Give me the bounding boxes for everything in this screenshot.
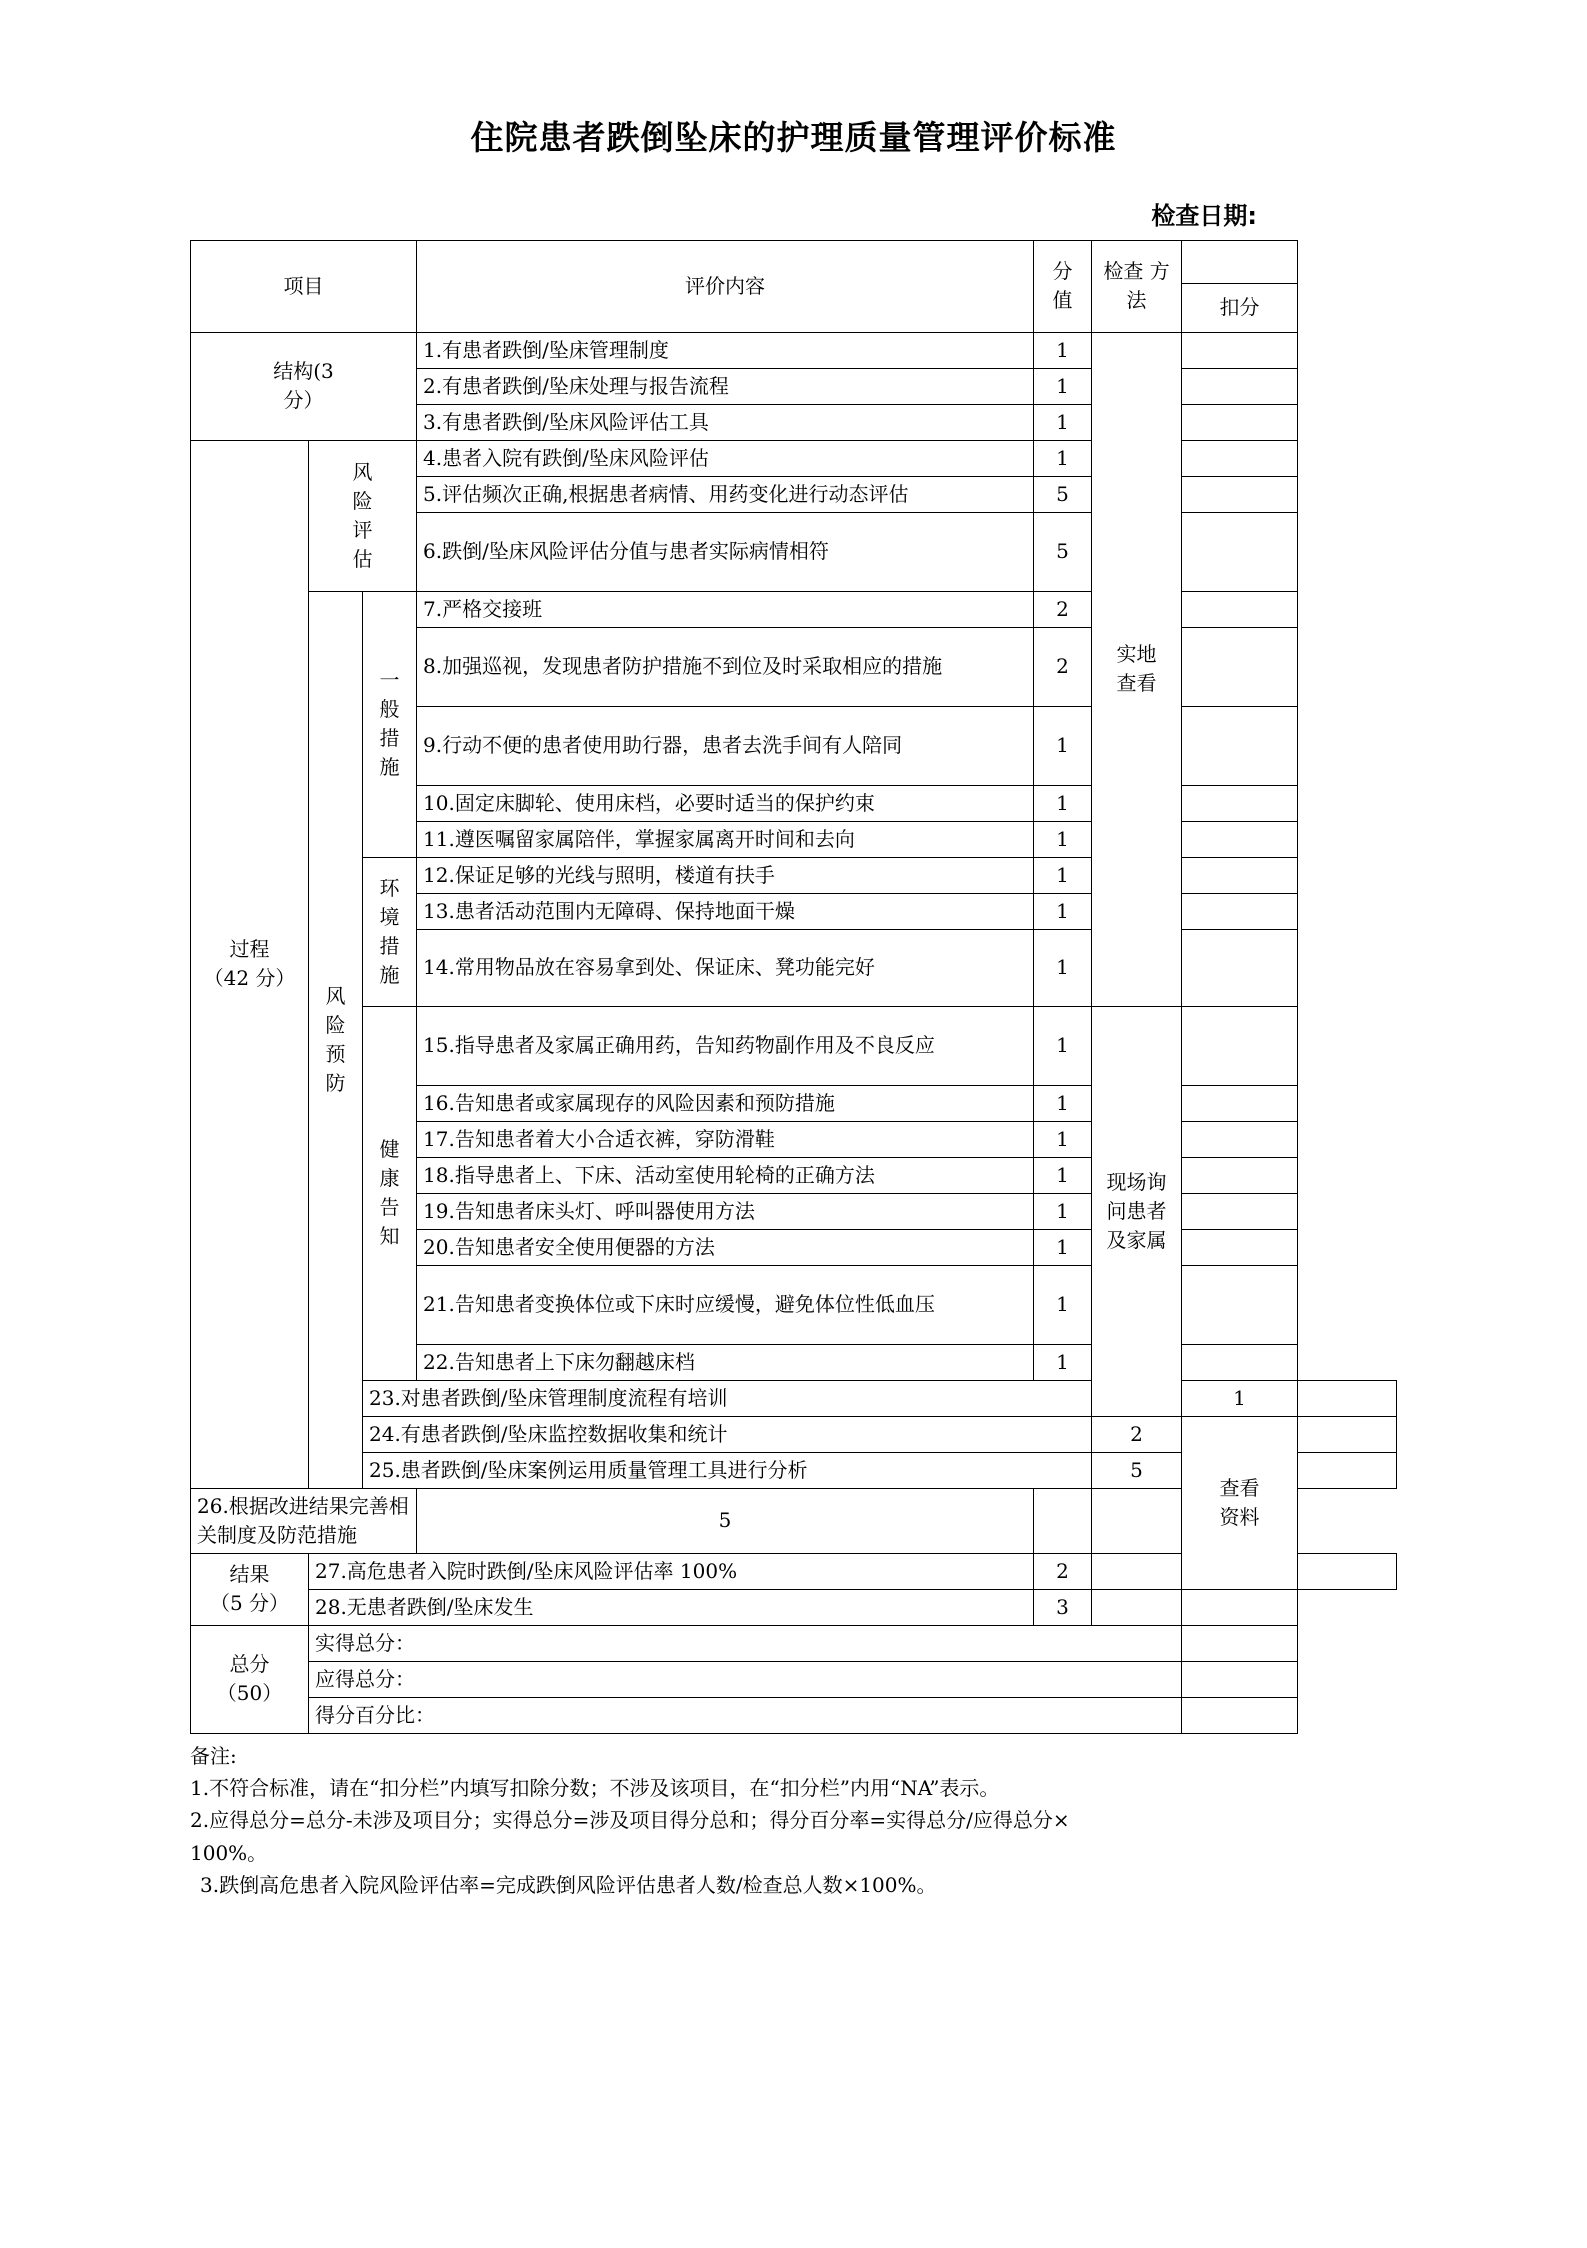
- deduct-input-cell[interactable]: [1182, 1006, 1298, 1085]
- total-expected-score-cell[interactable]: [1182, 1661, 1298, 1697]
- row-content: 24.有患者跌倒/坠床监控数据收集和统计: [363, 1416, 1092, 1452]
- section-result: [191, 1553, 309, 1625]
- row-score: 2: [1034, 627, 1092, 706]
- row-content: 22.告知患者上下床勿翻越床档: [417, 1344, 1034, 1380]
- table-header-row: [191, 240, 1397, 283]
- method-onsite-line2: 查看: [1116, 671, 1157, 696]
- row-score: 1: [1034, 706, 1092, 785]
- row-content: 20.告知患者安全使用便器的方法: [417, 1229, 1034, 1265]
- method-review-records: [1182, 1416, 1298, 1589]
- method-blank-cell: [1092, 1553, 1182, 1589]
- total-percentage-cell[interactable]: [1182, 1697, 1298, 1733]
- deduct-input-cell[interactable]: [1182, 785, 1298, 821]
- row-score: 1: [1034, 404, 1092, 440]
- group-environment-measures-ch4: 施: [379, 962, 400, 987]
- deduct-input-cell[interactable]: [1182, 1229, 1298, 1265]
- header-score-line1: 分: [1052, 259, 1073, 284]
- row-score: 1: [1034, 1265, 1092, 1344]
- deduct-input-cell[interactable]: [1182, 1121, 1298, 1157]
- row-content: 28.无患者跌倒/坠床发生: [309, 1589, 1034, 1625]
- header-content: 评价内容: [417, 240, 1034, 332]
- group-risk-assessment-ch4: 估: [352, 546, 373, 571]
- row-content: 27.高危患者入院时跌倒/坠床风险评估率 100%: [309, 1553, 1034, 1589]
- row-score: 1: [1034, 1193, 1092, 1229]
- deduct-input-cell[interactable]: [1298, 1416, 1397, 1452]
- table-row: [191, 857, 1397, 893]
- group-risk-prevention-ch1: 风: [325, 983, 346, 1008]
- method-ask-patient-family: 现场询问患者及家属: [1092, 1006, 1182, 1416]
- row-content: 1.有患者跌倒/坠床管理制度: [417, 332, 1034, 368]
- evaluation-table: [190, 240, 1397, 1734]
- row-content: 3.有患者跌倒/坠床风险评估工具: [417, 404, 1034, 440]
- section-total-line1: 总分: [229, 1652, 270, 1677]
- deduct-input-cell[interactable]: [1182, 706, 1298, 785]
- row-content: 10.固定床脚轮、使用床档，必要时适当的保护约束: [417, 785, 1034, 821]
- deduct-input-cell[interactable]: [1034, 1488, 1092, 1553]
- method-onsite-inspection: [1092, 332, 1182, 1006]
- header-item: 项目: [191, 240, 417, 332]
- deduct-input-cell[interactable]: [1182, 821, 1298, 857]
- row-content: 16.告知患者或家属现存的风险因素和预防措施: [417, 1085, 1034, 1121]
- deduct-input-cell[interactable]: [1298, 1452, 1397, 1488]
- table-row: [191, 440, 1397, 476]
- row-content: 12.保证足够的光线与照明，楼道有扶手: [417, 857, 1034, 893]
- row-content: 14.常用物品放在容易拿到处、保证床、凳功能完好: [417, 929, 1034, 1006]
- table-row: [191, 591, 1397, 627]
- section-total: [191, 1625, 309, 1733]
- deduct-input-cell[interactable]: [1182, 404, 1298, 440]
- group-environment-measures-ch3: 措: [379, 933, 400, 958]
- group-environment-measures-ch2: 境: [379, 904, 400, 929]
- table-row: [191, 332, 1397, 368]
- row-content: 2.有患者跌倒/坠床处理与报告流程: [417, 368, 1034, 404]
- row-score: 1: [1034, 857, 1092, 893]
- group-risk-assessment-ch2: 险: [352, 488, 373, 513]
- group-environment-measures-ch1: 环: [379, 875, 400, 900]
- group-risk-prevention-ch3: 预: [325, 1041, 346, 1066]
- group-risk-assessment: [309, 440, 417, 591]
- method-review-line2: 资料: [1219, 1504, 1260, 1529]
- group-health-education-ch1: 健: [379, 1137, 400, 1162]
- notes-line-2b: 100%。: [190, 1840, 268, 1865]
- group-health-education-ch2: 康: [379, 1166, 400, 1191]
- group-general-measures-ch3: 措: [379, 726, 400, 751]
- header-method-line1: 检查: [1103, 259, 1144, 284]
- row-content: 11.遵医嘱留家属陪伴，掌握家属离开时间和去向: [417, 821, 1034, 857]
- deduct-input-cell[interactable]: [1298, 1380, 1397, 1416]
- header-score-line2: 值: [1052, 288, 1073, 313]
- group-general-measures: [363, 591, 417, 857]
- row-content: 4.患者入院有跌倒/坠床风险评估: [417, 440, 1034, 476]
- group-risk-prevention: [309, 591, 363, 1488]
- table-row: [191, 1380, 1397, 1416]
- row-content: 8.加强巡视，发现患者防护措施不到位及时采取相应的措施: [417, 627, 1034, 706]
- table-row: [191, 1661, 1397, 1697]
- deduct-input-cell[interactable]: [1182, 1344, 1298, 1380]
- section-structure: [191, 332, 417, 440]
- group-risk-assessment-ch3: 评: [352, 517, 373, 542]
- row-score: 1: [1034, 1121, 1092, 1157]
- row-score: 1: [1034, 1085, 1092, 1121]
- section-process-line1: 过程: [229, 937, 270, 962]
- section-total-line2: （50）: [216, 1681, 283, 1706]
- deduct-input-cell[interactable]: [1182, 1193, 1298, 1229]
- deduct-input-cell[interactable]: [1182, 1157, 1298, 1193]
- header-method-line2: 方法: [1126, 259, 1170, 313]
- row-score: 2: [1034, 591, 1092, 627]
- row-score: 2: [1092, 1416, 1182, 1452]
- row-content: 17.告知患者着大小合适衣裤，穿防滑鞋: [417, 1121, 1034, 1157]
- row-score: 1: [1034, 821, 1092, 857]
- row-score: 1: [1034, 893, 1092, 929]
- row-score: 1: [1034, 1157, 1092, 1193]
- table-row: [191, 1589, 1397, 1625]
- page-title: 住院患者跌倒坠床的护理质量管理评价标准: [470, 118, 1117, 157]
- row-content: 23.对患者跌倒/坠床管理制度流程有培训: [363, 1380, 1092, 1416]
- row-content: 25.患者跌倒/坠床案例运用质量管理工具进行分析: [363, 1452, 1092, 1488]
- group-general-measures-ch2: 般: [379, 697, 400, 722]
- row-content: 9.行动不便的患者使用助行器，患者去洗手间有人陪同: [417, 706, 1034, 785]
- notes-heading: 备注:: [190, 1743, 237, 1768]
- section-structure-line2: 分）: [283, 388, 324, 413]
- total-expected-score-label[interactable]: 应得总分：: [309, 1661, 1182, 1697]
- group-general-measures-ch4: 施: [379, 755, 400, 780]
- section-process: [191, 440, 309, 1488]
- row-content: 18.指导患者上、下床、活动室使用轮椅的正确方法: [417, 1157, 1034, 1193]
- header-method: [1092, 240, 1182, 332]
- table-row: [191, 1006, 1397, 1085]
- group-environment-measures: [363, 857, 417, 1006]
- deduct-input-cell[interactable]: [1182, 893, 1298, 929]
- total-actual-score-cell[interactable]: [1182, 1625, 1298, 1661]
- row-score: 1: [1034, 929, 1092, 1006]
- row-content: 5.评估频次正确,根据患者病情、用药变化进行动态评估: [417, 476, 1034, 512]
- notes-line-1: 1.不符合标准，请在“扣分栏”内填写扣除分数；不涉及该项目，在“扣分栏”内用“NA”表示。: [190, 1775, 1000, 1800]
- header-deduct: 扣分: [1182, 283, 1298, 332]
- row-score: 1: [1034, 1229, 1092, 1265]
- table-row: [191, 1625, 1397, 1661]
- method-review-line1: 查看: [1219, 1475, 1260, 1500]
- row-content: 7.严格交接班: [417, 591, 1034, 627]
- header-score: [1034, 240, 1092, 332]
- group-health-education-ch4: 知: [379, 1224, 400, 1249]
- table-row: [191, 1697, 1397, 1733]
- section-process-line2: （42 分）: [203, 966, 296, 991]
- row-score: 1: [1034, 332, 1092, 368]
- group-health-education-ch3: 告: [379, 1195, 400, 1220]
- deduct-input-cell[interactable]: [1182, 476, 1298, 512]
- notes-line-3: 3.跌倒高危患者入院风险评估率=完成跌倒风险评估患者人数/检查总人数×100%。: [200, 1873, 937, 1898]
- row-content: 19.告知患者床头灯、呼叫器使用方法: [417, 1193, 1034, 1229]
- header-deduct-top: [1182, 240, 1298, 283]
- deduct-input-cell[interactable]: [1182, 1265, 1298, 1344]
- inspection-date-label: 检查日期:: [1151, 201, 1257, 230]
- row-score: 1: [1034, 1006, 1092, 1085]
- row-content: 21.告知患者变换体位或下床时应缓慢，避免体位性低血压: [417, 1265, 1034, 1344]
- deduct-input-cell[interactable]: [1182, 512, 1298, 591]
- deduct-input-cell[interactable]: [1298, 1553, 1397, 1589]
- deduct-input-cell[interactable]: [1182, 368, 1298, 404]
- deduct-input-cell[interactable]: [1182, 627, 1298, 706]
- section-result-line1: 结果: [229, 1562, 270, 1587]
- table-row: [191, 1416, 1397, 1452]
- group-risk-assessment-ch1: 风: [352, 459, 373, 484]
- row-content: 6.跌倒/坠床风险评估分值与患者实际病情相符: [417, 512, 1034, 591]
- deduct-input-cell[interactable]: [1182, 591, 1298, 627]
- group-general-measures-ch1: 一: [379, 668, 400, 693]
- row-score: 2: [1034, 1553, 1092, 1589]
- deduct-input-cell[interactable]: [1182, 332, 1298, 368]
- deduct-input-cell[interactable]: [1182, 1085, 1298, 1121]
- row-content: 26.根据改进结果完善相关制度及防范措施: [191, 1488, 417, 1553]
- total-actual-score-label[interactable]: 实得总分：: [309, 1625, 1182, 1661]
- row-score: 3: [1034, 1589, 1092, 1625]
- row-score: 1: [1034, 785, 1092, 821]
- deduct-input-cell[interactable]: [1182, 857, 1298, 893]
- deduct-input-cell[interactable]: [1182, 440, 1298, 476]
- row-score: 1: [1182, 1380, 1298, 1416]
- method-blank-cell: [1092, 1589, 1182, 1625]
- notes-section: [190, 1740, 1397, 1902]
- group-risk-prevention-ch2: 险: [325, 1012, 346, 1037]
- group-risk-prevention-ch4: 防: [325, 1070, 346, 1095]
- group-health-education: [363, 1006, 417, 1380]
- row-score: 1: [1034, 1344, 1092, 1380]
- total-percentage-label[interactable]: 得分百分比：: [309, 1697, 1182, 1733]
- row-score: 1: [1034, 440, 1092, 476]
- row-score: 5: [1034, 512, 1092, 591]
- row-score: 5: [1034, 476, 1092, 512]
- notes-line-2: 2.应得总分=总分-未涉及项目分；实得总分=涉及项目得分总和；得分百分率=实得总分/应得总分×: [190, 1808, 1070, 1833]
- row-score: 5: [1092, 1452, 1182, 1488]
- method-onsite-line1: 实地: [1116, 642, 1157, 667]
- row-content: 13.患者活动范围内无障碍、保持地面干燥: [417, 893, 1034, 929]
- deduct-input-cell[interactable]: [1182, 929, 1298, 1006]
- row-score: 1: [1034, 368, 1092, 404]
- section-structure-line1: 结构(3: [273, 359, 334, 384]
- deduct-input-cell[interactable]: [1182, 1589, 1298, 1625]
- row-score: 5: [417, 1488, 1034, 1553]
- section-result-line2: （5 分）: [209, 1591, 290, 1616]
- row-content: 15.指导患者及家属正确用药，告知药物副作用及不良反应: [417, 1006, 1034, 1085]
